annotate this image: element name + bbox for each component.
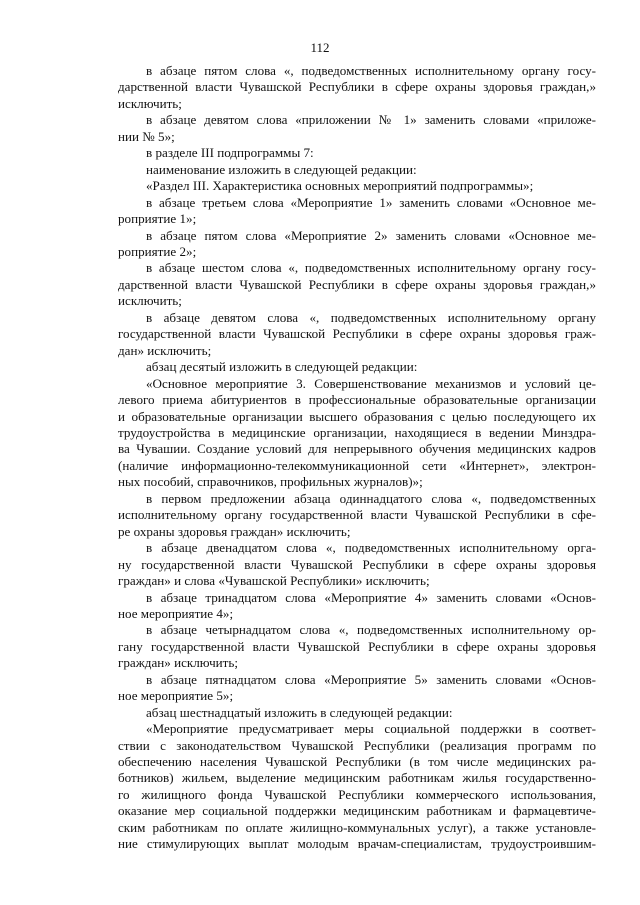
text-line: ским работникам по оплате жилищно-коммунальных услуг), а также установле- (118, 819, 596, 835)
text-line: дарственной власти Чувашской Республики в сфере охраны здоровья граждан,» (118, 276, 596, 292)
text-line: в абзаце двенадцатом слова «, подведомственных исполнительному орга- (146, 540, 596, 556)
text-line: государственной власти Чувашской Республики в сфере охраны здоровья граж- (118, 326, 596, 342)
text-line: в абзаце тринадцатом слова «Мероприятие 4» заменить словами «Основ- (146, 589, 596, 605)
paragraph (118, 672, 596, 705)
paragraph (118, 145, 596, 161)
paragraph (118, 63, 596, 112)
text-line: исключить; (118, 293, 182, 309)
text-line: гану государственной власти Чувашской Республики в сфере охраны здоровья (118, 638, 596, 654)
text-line: ботников) жильем, выделение медицинским работникам жилья государственно- (118, 770, 596, 786)
paragraph (118, 260, 596, 309)
text-line: исключить; (118, 95, 182, 111)
text-line: в абзаце пятом слова «, подведомственных исполнительному органу госу- (146, 63, 596, 78)
text-line: в абзаце пятнадцатом слова «Мероприятие 5» заменить словами «Основ- (146, 671, 596, 687)
text-line: дарственной власти Чувашской Республики в сфере охраны здоровья граждан,» (118, 79, 596, 95)
text-line: «Основное мероприятие 3. Совершенствование механизмов и условий це- (146, 375, 596, 391)
text-line: в разделе III подпрограммы 7: (146, 145, 314, 161)
text-line: дан» исключить; (118, 342, 212, 358)
text-line: трудоустройства в медицинские организации, находящиеся в ведении Минздра- (118, 424, 596, 440)
text-line: в абзаце девятом слова «, подведомственных исполнительному органу (146, 309, 596, 325)
paragraph (118, 540, 596, 589)
text-line: оказание мер социальной поддержки медицинским работникам и фармацевтиче- (118, 803, 596, 819)
text-line: ре охраны здоровья граждан» исключить; (118, 523, 351, 539)
paragraph (118, 228, 596, 261)
text-line: исполнительному органу государственной власти Чувашской Республики в сфе- (118, 507, 596, 523)
paragraph (118, 590, 596, 623)
paragraph (118, 376, 596, 491)
paragraph (118, 162, 596, 178)
text-line: в абзаце девятом слова «приложении № 1» заменить словами «приложе- (146, 112, 596, 128)
text-line: граждан» исключить; (118, 655, 238, 671)
paragraph (118, 112, 596, 145)
text-line: «Мероприятие предусматривает меры социальной поддержки в соответ- (146, 721, 596, 737)
text-line: левого приема абитуриентов в профессиональные образовательные организации (118, 392, 596, 408)
text-line: абзац десятый изложить в следующей редакции: (146, 359, 418, 375)
text-line: го жилищного фонда Чувашской Республики коммерческого использования, (118, 786, 596, 802)
text-line: «Раздел III. Характеристика основных мероприятий подпрограммы»; (146, 178, 534, 194)
text-line: ствии с законодательством Чувашской Республики (реализация программ по (118, 737, 596, 753)
paragraph (118, 195, 596, 228)
paragraph (118, 491, 596, 540)
paragraph (118, 359, 596, 375)
text-line: в первом предложении абзаца одиннадцатого слова «, подведомственных (146, 490, 596, 506)
text-line: нии № 5»; (118, 128, 175, 144)
text-line: обеспечению населения Чувашской Республики (в том числе медицинских ра- (118, 754, 596, 770)
text-line: в абзаце шестом слова «, подведомственных исполнительному органу госу- (146, 260, 596, 276)
text-line: ва Чувашии. Создание условий для непрерывного обучения медицинских кадров (118, 441, 596, 457)
text-line: ну государственной власти Чувашской Республики в сфере охраны здоровья (118, 556, 596, 572)
text-line: ние стимулирующих выплат молодым врачам-специалистам, трудоустроившим- (118, 836, 596, 852)
text-line: (наличие информационно-телекоммуникационной сети «Интернет», электрон- (118, 457, 596, 473)
paragraph (118, 178, 596, 194)
text-line: в абзаце четырнадцатом слова «, подведомственных исполнительному ор- (146, 622, 596, 638)
text-line: наименование изложить в следующей редакции: (146, 161, 417, 177)
text-line: в абзаце третьем слова «Мероприятие 1» заменить словами «Основное ме- (146, 194, 596, 210)
text-line: ное мероприятие 5»; (118, 688, 234, 704)
text-line: граждан» и слова «Чувашской Республики» исключить; (118, 573, 430, 589)
text-line: ное мероприятие 4»; (118, 605, 234, 621)
text-line: ных пособий, справочников, профильных журналов)»; (118, 474, 423, 490)
paragraph (118, 705, 596, 721)
paragraph (118, 310, 596, 359)
text-line: роприятие 1»; (118, 211, 197, 227)
text-line: и образовательные организации высшего образования с целью последующего их (118, 408, 596, 424)
paragraph (118, 721, 596, 853)
page-number: 112 (310, 40, 330, 55)
text-line: абзац шестнадцатый изложить в следующей редакции: (146, 704, 453, 720)
document-body (118, 63, 596, 853)
paragraph (118, 622, 596, 671)
text-line: в абзаце пятом слова «Мероприятие 2» заменить словами «Основное ме- (146, 227, 596, 243)
text-line: роприятие 2»; (118, 243, 197, 259)
